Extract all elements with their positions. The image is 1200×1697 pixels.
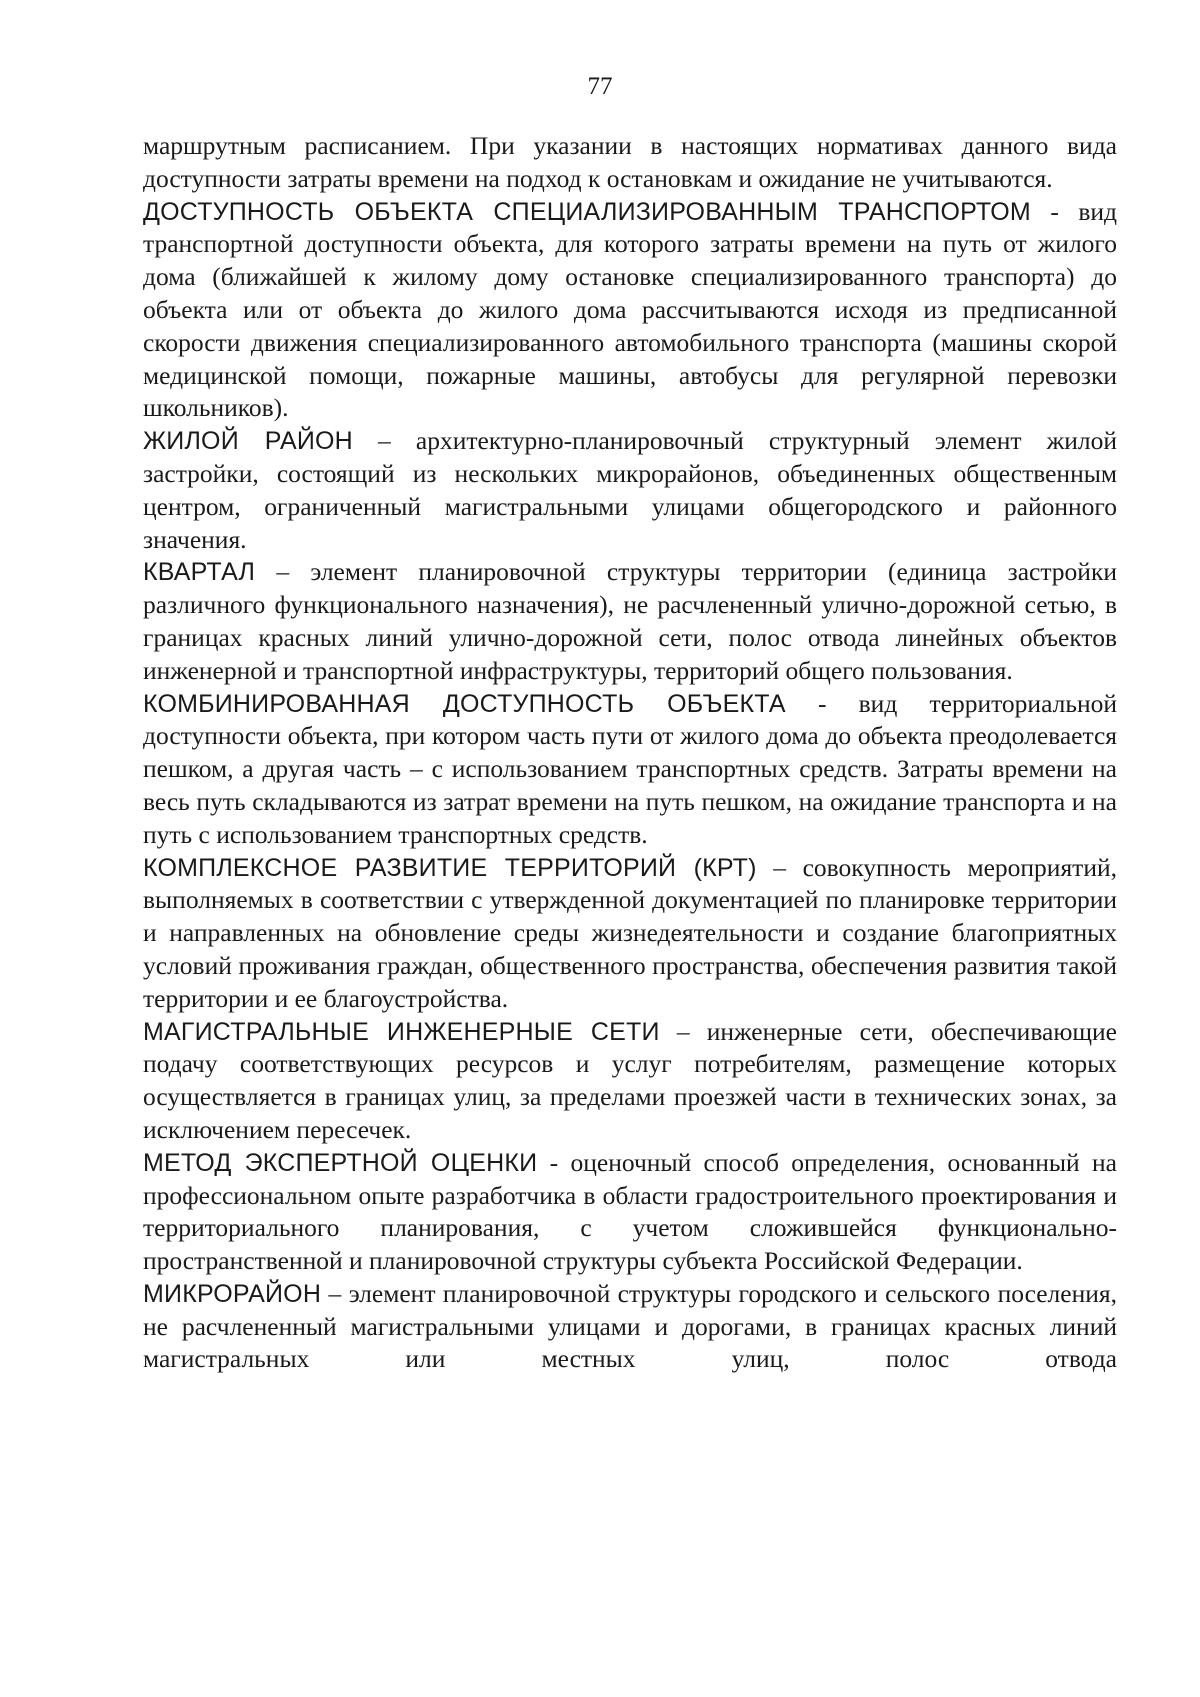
paragraph-continuation — [143, 130, 1117, 196]
document-body — [143, 130, 1117, 1376]
definition-text: - вид транспортной доступности объекта, для которого затраты времени на путь от жилого дома (ближайшей к жилому дому остановке специализированного транспорта) до объекта или от объекта до жилого дома рассчитываются исходя из предписанной скорости движения специализированного автомобильного транспорта (машины скорой медицинской помощи, пожарные машины, автобусы для регулярной перевозки школьников). — [143, 196, 1117, 423]
definition-term: МЕТОД ЭКСПЕРТНОЙ ОЦЕНКИ — [143, 1148, 538, 1177]
definition-text: – инженерные сети, обеспечивающие подачу соответствующих ресурсов и услуг потребителям, размещение которых осуществляется в границах улиц, за пределами проезжей части в технических зонах, за исключением пересечек. — [143, 1016, 1117, 1144]
paragraph-text: маршрутным расписанием. При указании в настоящих нормативах данного вида доступности затраты времени на подход к остановкам и ожидание не учитываются. — [143, 131, 1117, 193]
definition-term: КОМБИНИРОВАННАЯ ДОСТУПНОСТЬ ОБЪЕКТА — [143, 689, 786, 718]
definition-term: КВАРТАЛ — [143, 558, 256, 587]
definition-residential-district — [143, 425, 1117, 556]
definition-quarter — [143, 556, 1117, 687]
definition-term: ДОСТУПНОСТЬ ОБЪЕКТА СПЕЦИАЛИЗИРОВАННЫМ ТРАНСПОРТОМ — [143, 197, 1031, 226]
definition-complex-territory-development — [143, 852, 1117, 1016]
definition-term: МИКРОРАЙОН — [143, 1279, 322, 1308]
definition-text: – элемент планировочной структуры территории (единица застройки различного функционального назначения), не расчлененный улично-дорожной сетью, в границах красных линий улично-дорожной сети, полос отвода линейных объектов инженерной и транспортной инфраструктуры, территорий общего пользования. — [143, 557, 1117, 685]
definition-text: – совокупность мероприятий, выполняемых в соответствии с утвержденной документацией по планировке территории и направленных на обновление среды жизнедеятельности и создание благоприятных условий проживания граждан, общественного пространства, обеспечения развития такой территории и ее благоустройства. — [143, 852, 1117, 1013]
definition-term: МАГИСТРАЛЬНЫЕ ИНЖЕНЕРНЫЕ СЕТИ — [143, 1017, 660, 1046]
definition-specialized-transport-access — [143, 196, 1117, 426]
page-number: 77 — [587, 73, 613, 100]
definition-main-engineering-networks — [143, 1016, 1117, 1147]
definition-text: - вид территориальной доступности объекта, при котором часть пути от жилого дома до объекта преодолевается пешком, а другая часть – с использованием транспортных средств. Затраты времени на весь путь складываются из затрат времени на путь пешком, на ожидание транспорта и на путь с использованием транспортных средств. — [143, 688, 1118, 849]
definition-text: – архитектурно-планировочный структурный элемент жилой застройки, состоящий из нескольких микрорайонов, объединенных общественным центром, ограниченный магистральными улицами общегородского и районного значения. — [143, 426, 1118, 554]
definition-term: ЖИЛОЙ РАЙОН — [143, 427, 353, 456]
definition-text: - оценочный способ определения, основанный на профессиональном опыте разработчика в области градостроительного проектирования и территориального планирования, с учетом сложившейся функционально-пространственной и планировочной структуры субъекта Российской Федерации. — [143, 1147, 1117, 1276]
definition-expert-assessment-method — [143, 1147, 1117, 1278]
definition-combined-access — [143, 688, 1117, 852]
definition-term: КОМПЛЕКСНОЕ РАЗВИТИЕ ТЕРРИТОРИЙ (КРТ) — [143, 853, 757, 882]
definition-text: – элемент планировочной структуры городского и сельского поселения, не расчлененный магистральными улицами и дорогами, в границах красных линий магистральных или местных улиц, полос отвода — [143, 1278, 1117, 1374]
definition-microdistrict — [143, 1278, 1117, 1376]
